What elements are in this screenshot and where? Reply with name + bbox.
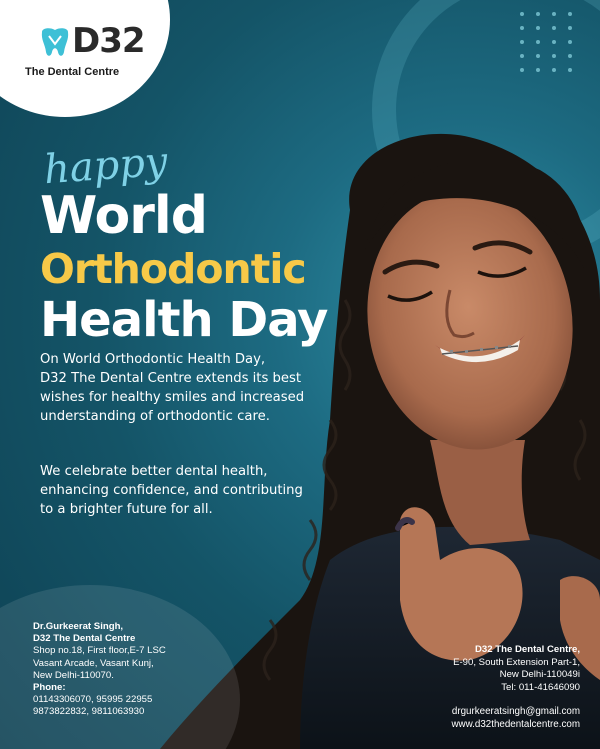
address-line: New Delhi-110070. — [33, 669, 114, 681]
address-line: E-90, South Extension Part-1, — [453, 656, 580, 668]
right-contact-block — [453, 644, 580, 694]
clinic-name: D32 The Dental Centre, — [474, 644, 580, 655]
title-world: World — [40, 186, 207, 246]
address-line: Vasant Arcade, Vasant Kunj, — [33, 657, 154, 669]
address-line: Shop no.18, First floor,E-7 LSC — [33, 645, 166, 657]
paragraph-line: enhancing confidence, and contributing — [40, 483, 303, 498]
logo-subtitle: The Dental Centre — [25, 66, 120, 78]
paragraph-line: On World Orthodontic Health Day, — [40, 352, 266, 367]
paragraph-line: to a brighter future for all. — [40, 502, 213, 517]
website-link[interactable]: www.d32thedentalcentre.com — [451, 719, 580, 730]
intro-paragraph — [40, 350, 375, 426]
title-orthodontic: Orthodontic — [40, 245, 306, 293]
telephone: Tel: 011-41646090 — [501, 681, 580, 693]
paragraph-line: D32 The Dental Centre extends its best — [40, 371, 302, 386]
left-contact-block — [33, 621, 166, 719]
paragraph-line: understanding of orthodontic care. — [40, 409, 270, 424]
paragraph-line: wishes for healthy smiles and increased — [40, 390, 305, 405]
logo-mark: D32 — [72, 21, 145, 61]
online-contact-block — [451, 705, 580, 731]
paragraph-line: We celebrate better dental health, — [40, 464, 268, 479]
doctor-name: Dr.Gurkeerat Singh, — [33, 621, 124, 632]
clinic-name: D32 The Dental Centre — [33, 633, 136, 645]
happy-script: happy — [42, 138, 169, 194]
address-line: New Delhi-110049i — [499, 669, 580, 680]
celebrate-paragraph — [40, 462, 375, 519]
tooth-logo-icon — [38, 26, 72, 60]
email-link[interactable]: drgurkeeratsingh@gmail.com — [451, 706, 580, 717]
phone-numbers: 01143306070, 95995 22955 — [33, 694, 153, 706]
phone-numbers: 9873822832, 9811063930 — [33, 706, 145, 718]
phone-label: Phone: — [33, 682, 66, 694]
title-health-day: Health Day — [40, 292, 328, 348]
